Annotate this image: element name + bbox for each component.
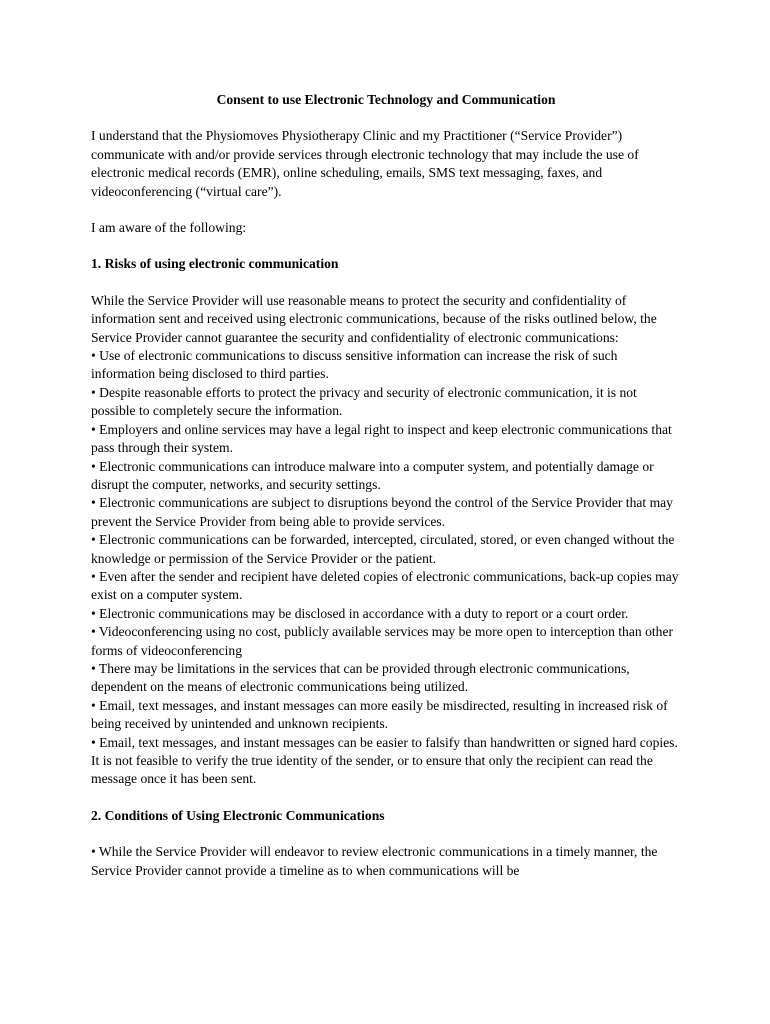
bullet-icon: •	[91, 660, 96, 676]
spacer	[91, 825, 681, 843]
document-title: Consent to use Electronic Technology and Communication	[216, 92, 556, 107]
bullet-icon: •	[91, 458, 96, 474]
bullet-text: Even after the sender and recipient have deleted copies of electronic communications, back-up copies may exist on a computer system.	[91, 568, 679, 603]
bullet-item	[91, 384, 681, 421]
document-page	[91, 91, 681, 880]
bullet-text: Employers and online services may have a legal right to inspect and keep electronic communications that pass through their system.	[91, 421, 672, 456]
bullet-item	[91, 843, 681, 880]
bullet-icon: •	[91, 348, 96, 364]
bullet-text: Electronic communications can be forwarded, intercepted, circulated, stored, or even changed without the knowledge or permission of the Service Provider or the patient.	[91, 532, 675, 566]
bullet-icon: •	[91, 421, 96, 437]
section-1-lead: While the Service Provider will use reasonable means to protect the security and confidentiality of information sent and received using electronic communications, because of the risks outlined below, the Service Provider cannot guarantee the security and confidentiality of electronic communications:	[91, 292, 657, 345]
bullet-item	[91, 531, 681, 568]
bullet-text: Use of electronic communications to discuss sensitive information can increase the risk of such information being disclosed to third parties.	[91, 348, 618, 382]
bullet-text: Despite reasonable efforts to protect the privacy and security of electronic communication, it is not possible to completely secure the information.	[91, 384, 637, 419]
bullet-text: Electronic communications are subject to disruptions beyond the control of the Service Provider that may prevent the Service Provider from being able to provide services.	[91, 495, 673, 529]
bullet-text: Email, text messages, and instant messages can be easier to falsify than handwritten or signed hard copies. It is not feasible to verify the true identity of the sender, or to ensure that only the recipient can read the message once it has been sent.	[91, 734, 678, 787]
intro-paragraph: I understand that the Physiomoves Physiotherapy Clinic and my Practitioner (“Service Provider”) communicate with and/or provide services through electronic technology that may include the use of electronic medical records (EMR), online scheduling, emails, SMS text messaging, faxes, and videoconferencing (“virtual care”).	[91, 128, 639, 199]
bullet-item	[91, 347, 681, 384]
bullet-icon: •	[91, 624, 96, 640]
bullet-text: While the Service Provider will endeavor to review electronic communications in a timely manner, the Service Provider cannot provide a timeline as to when communications will be	[91, 844, 658, 878]
bullet-icon: •	[91, 734, 96, 750]
bullet-item	[91, 494, 681, 531]
spacer	[91, 201, 681, 219]
bullet-item	[91, 697, 681, 734]
bullet-icon: •	[91, 495, 96, 511]
bullet-text: Electronic communications can introduce malware into a computer system, and potentially damage or disrupt the computer, networks, and security settings.	[91, 458, 654, 492]
bullet-text: There may be limitations in the services that can be provided through electronic communications, dependent on the means of electronic communications being utilized.	[91, 660, 630, 695]
bullet-text: Email, text messages, and instant messages can more easily be misdirected, resulting in increased risk of being received by unintended and unknown recipients.	[91, 697, 668, 732]
bullet-icon: •	[91, 384, 96, 400]
bullet-icon: •	[91, 568, 96, 584]
spacer	[91, 109, 681, 127]
bullet-icon: •	[91, 844, 96, 860]
bullet-icon: •	[91, 532, 96, 548]
bullet-item	[91, 568, 681, 605]
spacer	[91, 237, 681, 255]
section-1-bullet-list	[91, 347, 681, 789]
bullet-text: Videoconferencing using no cost, publicly available services may be more open to interception than other forms of videoconferencing	[91, 624, 674, 658]
bullet-item	[91, 734, 681, 789]
bullet-icon: •	[91, 605, 96, 621]
spacer	[91, 789, 681, 807]
bullet-item	[91, 421, 681, 458]
section-1-heading: 1. Risks of using electronic communication	[91, 256, 339, 272]
bullet-icon: •	[91, 697, 96, 713]
bullet-item	[91, 660, 681, 697]
bullet-item	[91, 458, 681, 495]
section-2-bullet-list	[91, 843, 681, 880]
bullet-text: Electronic communications may be disclosed in accordance with a duty to report or a court order.	[99, 605, 629, 621]
section-2-heading: 2. Conditions of Using Electronic Communications	[91, 807, 385, 823]
bullet-item	[91, 623, 681, 660]
bullet-item	[91, 605, 681, 623]
aware-paragraph: I am aware of the following:	[91, 220, 247, 236]
spacer	[91, 274, 681, 292]
